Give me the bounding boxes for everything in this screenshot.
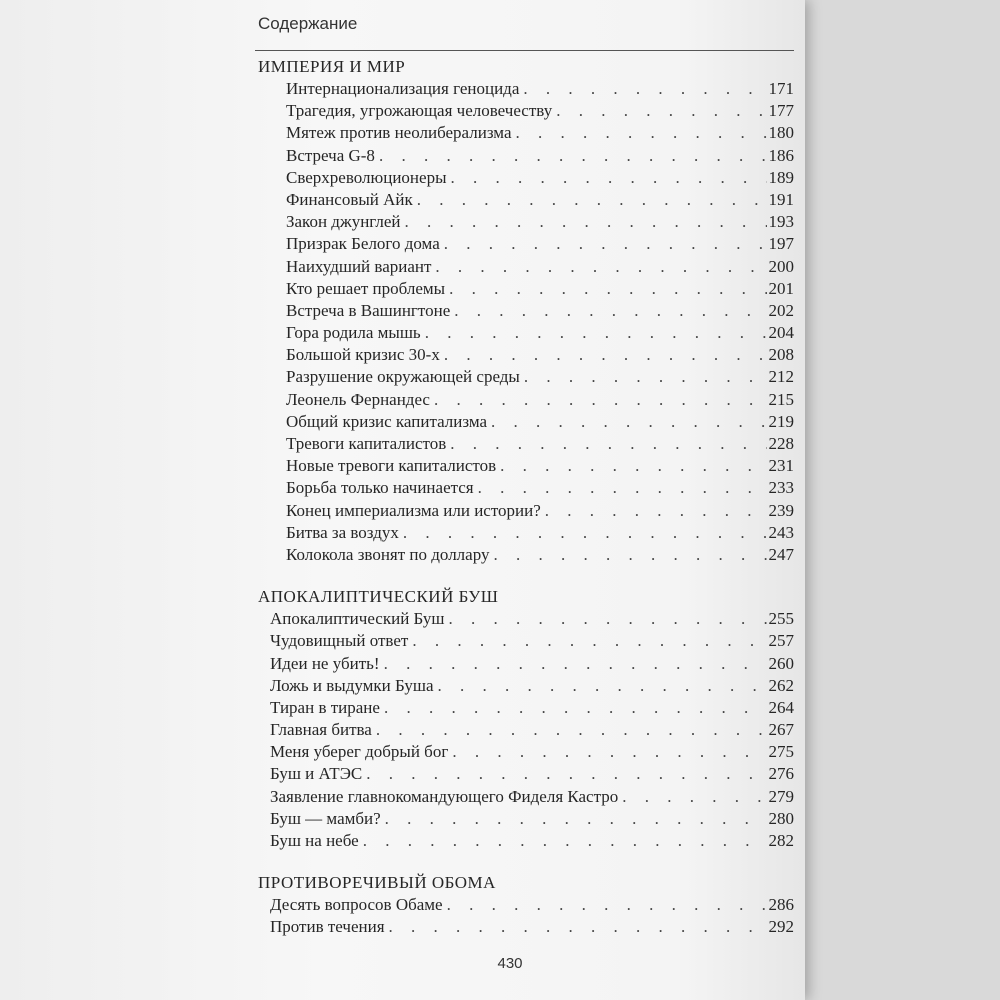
entry-page: 260 xyxy=(768,653,794,673)
toc-entry xyxy=(270,608,794,630)
toc-entry xyxy=(270,916,794,938)
entry-title: Буш на небе xyxy=(270,831,359,850)
entry-page: 215 xyxy=(768,389,794,409)
dot-leader xyxy=(447,167,767,189)
toc-entry xyxy=(270,719,794,741)
entry-title: Призрак Белого дома xyxy=(286,234,440,254)
entry-title: Мятеж против неолиберализма xyxy=(286,123,512,143)
entry-page: 202 xyxy=(768,300,794,320)
toc-entry xyxy=(270,786,794,808)
section-entries xyxy=(258,78,794,566)
entry-page: 280 xyxy=(768,808,794,828)
entry-page: 239 xyxy=(768,500,794,520)
table-of-contents xyxy=(258,56,794,939)
dot-leader xyxy=(440,344,767,366)
page-number: 430 xyxy=(497,955,523,972)
dot-leader xyxy=(450,300,766,322)
entry-title: Гора родила мышь xyxy=(286,323,421,343)
dot-leader xyxy=(375,145,767,167)
toc-entry xyxy=(286,278,794,300)
entry-title: Чудовищный ответ xyxy=(270,631,409,651)
entry-title: Встреча в Вашингтоне xyxy=(286,300,451,320)
toc-entry xyxy=(286,322,794,344)
entry-title: Кто решает проблемы xyxy=(286,278,446,298)
toc-entry xyxy=(286,100,794,122)
dot-leader xyxy=(618,786,766,808)
dot-leader xyxy=(399,522,767,544)
dot-leader xyxy=(362,763,766,785)
entry-page: 257 xyxy=(768,631,794,651)
section-heading: ИМПЕРИЯ И МИР xyxy=(258,57,406,76)
section-entries xyxy=(258,894,794,938)
toc-entry xyxy=(270,653,794,675)
entry-title: Против течения xyxy=(270,917,385,937)
toc-entry xyxy=(286,389,794,411)
entry-title: Меня уберег добрый бог xyxy=(270,742,449,762)
toc-entry xyxy=(270,741,794,763)
toc-entry xyxy=(286,455,794,477)
entry-page: 180 xyxy=(768,123,794,143)
dot-leader xyxy=(496,455,766,477)
entry-page: 255 xyxy=(768,609,794,629)
dot-leader xyxy=(401,211,767,233)
entry-title: Битва за воздух xyxy=(286,522,399,542)
dot-leader xyxy=(408,630,766,652)
entry-page: 247 xyxy=(768,544,794,564)
entry-page: 275 xyxy=(768,742,794,762)
toc-entry xyxy=(286,433,794,455)
toc-entry xyxy=(270,830,794,852)
toc-entry xyxy=(286,411,794,433)
entry-title: Тиран в тиране xyxy=(270,697,380,717)
entry-title: Разрушение окружающей среды xyxy=(286,367,520,387)
entry-title: Сверхреволюционеры xyxy=(286,167,447,187)
toc-entry xyxy=(286,522,794,544)
entry-page: 286 xyxy=(768,895,794,915)
entry-title: Буш и АТЭС xyxy=(270,764,363,784)
dot-leader xyxy=(444,608,766,630)
entry-page: 186 xyxy=(768,145,794,165)
entry-title: Конец империализма или истории? xyxy=(286,500,541,520)
toc-entry xyxy=(286,145,794,167)
entry-page: 193 xyxy=(768,212,794,232)
dot-leader xyxy=(512,122,767,144)
entry-title: Десять вопросов Обаме xyxy=(270,895,443,915)
dot-leader xyxy=(372,719,767,741)
dot-leader xyxy=(519,78,766,100)
entry-page: 267 xyxy=(768,720,794,740)
toc-entry xyxy=(286,500,794,522)
dot-leader xyxy=(443,894,767,916)
section-gap xyxy=(258,566,794,586)
entry-page: 191 xyxy=(768,189,794,209)
toc-entry xyxy=(286,256,794,278)
toc-entry xyxy=(270,697,794,719)
toc-entry xyxy=(286,189,794,211)
entry-title: Апокалиптический Буш xyxy=(270,609,445,629)
toc-entry xyxy=(286,211,794,233)
dot-leader xyxy=(431,256,766,278)
toc-entry xyxy=(286,344,794,366)
entry-page: 264 xyxy=(768,697,794,717)
dot-leader xyxy=(541,500,767,522)
entry-title: Интернационализация геноцида xyxy=(286,79,520,98)
entry-page: 231 xyxy=(768,456,794,476)
dot-leader xyxy=(520,366,767,388)
dot-leader xyxy=(380,697,767,719)
dot-leader xyxy=(440,233,767,255)
section-heading: ПРОТИВОРЕЧИВЫЙ ОБОМА xyxy=(258,873,496,893)
toc-entry xyxy=(286,122,794,144)
section-gap xyxy=(258,852,794,872)
toc-entry xyxy=(286,477,794,499)
dot-leader xyxy=(487,411,766,433)
toc-entry xyxy=(286,300,794,322)
entry-title: Финансовый Айк xyxy=(286,189,413,209)
dot-leader xyxy=(448,741,766,763)
entry-page: 212 xyxy=(768,367,794,387)
dot-leader xyxy=(421,322,767,344)
entry-title: Колокола звонят по доллару xyxy=(286,544,490,564)
entry-title: Новые тревоги капиталистов xyxy=(286,456,497,476)
dot-leader xyxy=(445,278,766,300)
entry-title: Встреча G-8 xyxy=(286,145,375,165)
entry-title: Большой кризис 30-х xyxy=(286,345,440,365)
entry-page: 292 xyxy=(768,917,794,937)
dot-leader xyxy=(490,544,767,566)
toc-entry xyxy=(286,366,794,388)
entry-title: Общий кризис капитализма xyxy=(286,411,488,431)
toc-entry xyxy=(270,808,794,830)
entry-title: Главная битва xyxy=(270,720,372,740)
entry-title: Ложь и выдумки Буша xyxy=(270,675,434,695)
section-heading: АПОКАЛИПТИЧЕСКИЙ БУШ xyxy=(258,587,499,607)
entry-page: 208 xyxy=(768,345,794,365)
section-entries xyxy=(258,608,794,852)
entry-page: 171 xyxy=(768,79,794,98)
toc-entry xyxy=(286,233,794,255)
entry-page: 201 xyxy=(768,278,794,298)
entry-page: 279 xyxy=(768,786,794,806)
entry-page: 233 xyxy=(768,478,794,498)
entry-page: 177 xyxy=(768,101,794,121)
dot-leader xyxy=(413,189,767,211)
entry-page: 243 xyxy=(768,522,794,542)
entry-page: 189 xyxy=(768,167,794,187)
entry-title: Буш — мамби? xyxy=(270,808,381,828)
entry-page: 197 xyxy=(768,234,794,254)
dot-leader xyxy=(430,389,767,411)
dot-leader xyxy=(385,916,767,938)
entry-title: Заявление главнокомандующего Фиделя Кастро xyxy=(270,786,619,806)
entry-page: 282 xyxy=(768,831,794,850)
header-rule xyxy=(255,50,794,51)
dot-leader xyxy=(381,808,767,830)
entry-title: Идеи не убить! xyxy=(270,653,380,673)
toc-entry xyxy=(270,630,794,652)
dot-leader xyxy=(380,653,767,675)
toc-entry xyxy=(270,675,794,697)
entry-title: Тревоги капиталистов xyxy=(286,434,447,453)
entry-page: 219 xyxy=(768,411,794,431)
dot-leader xyxy=(359,830,767,852)
toc-entry xyxy=(286,544,794,566)
entry-page: 204 xyxy=(768,323,794,343)
entry-page: 200 xyxy=(768,256,794,276)
dot-leader xyxy=(446,433,766,455)
dot-leader xyxy=(552,100,766,122)
dot-leader xyxy=(434,675,767,697)
toc-entry xyxy=(270,763,794,785)
entry-title: Наихудший вариант xyxy=(286,256,432,276)
entry-page: 276 xyxy=(768,764,794,784)
toc-entry xyxy=(270,894,794,916)
toc-entry xyxy=(286,78,794,100)
entry-title: Закон джунглей xyxy=(286,212,401,232)
toc-entry xyxy=(286,167,794,189)
running-header: Содержание xyxy=(258,14,358,33)
entry-title: Борьба только начинается xyxy=(286,478,474,498)
entry-page: 228 xyxy=(768,434,794,453)
entry-page: 262 xyxy=(768,675,794,695)
dot-leader xyxy=(474,477,767,499)
entry-title: Леонель Фернандес xyxy=(286,389,430,409)
entry-title: Трагедия, угрожающая человечеству xyxy=(286,101,553,121)
